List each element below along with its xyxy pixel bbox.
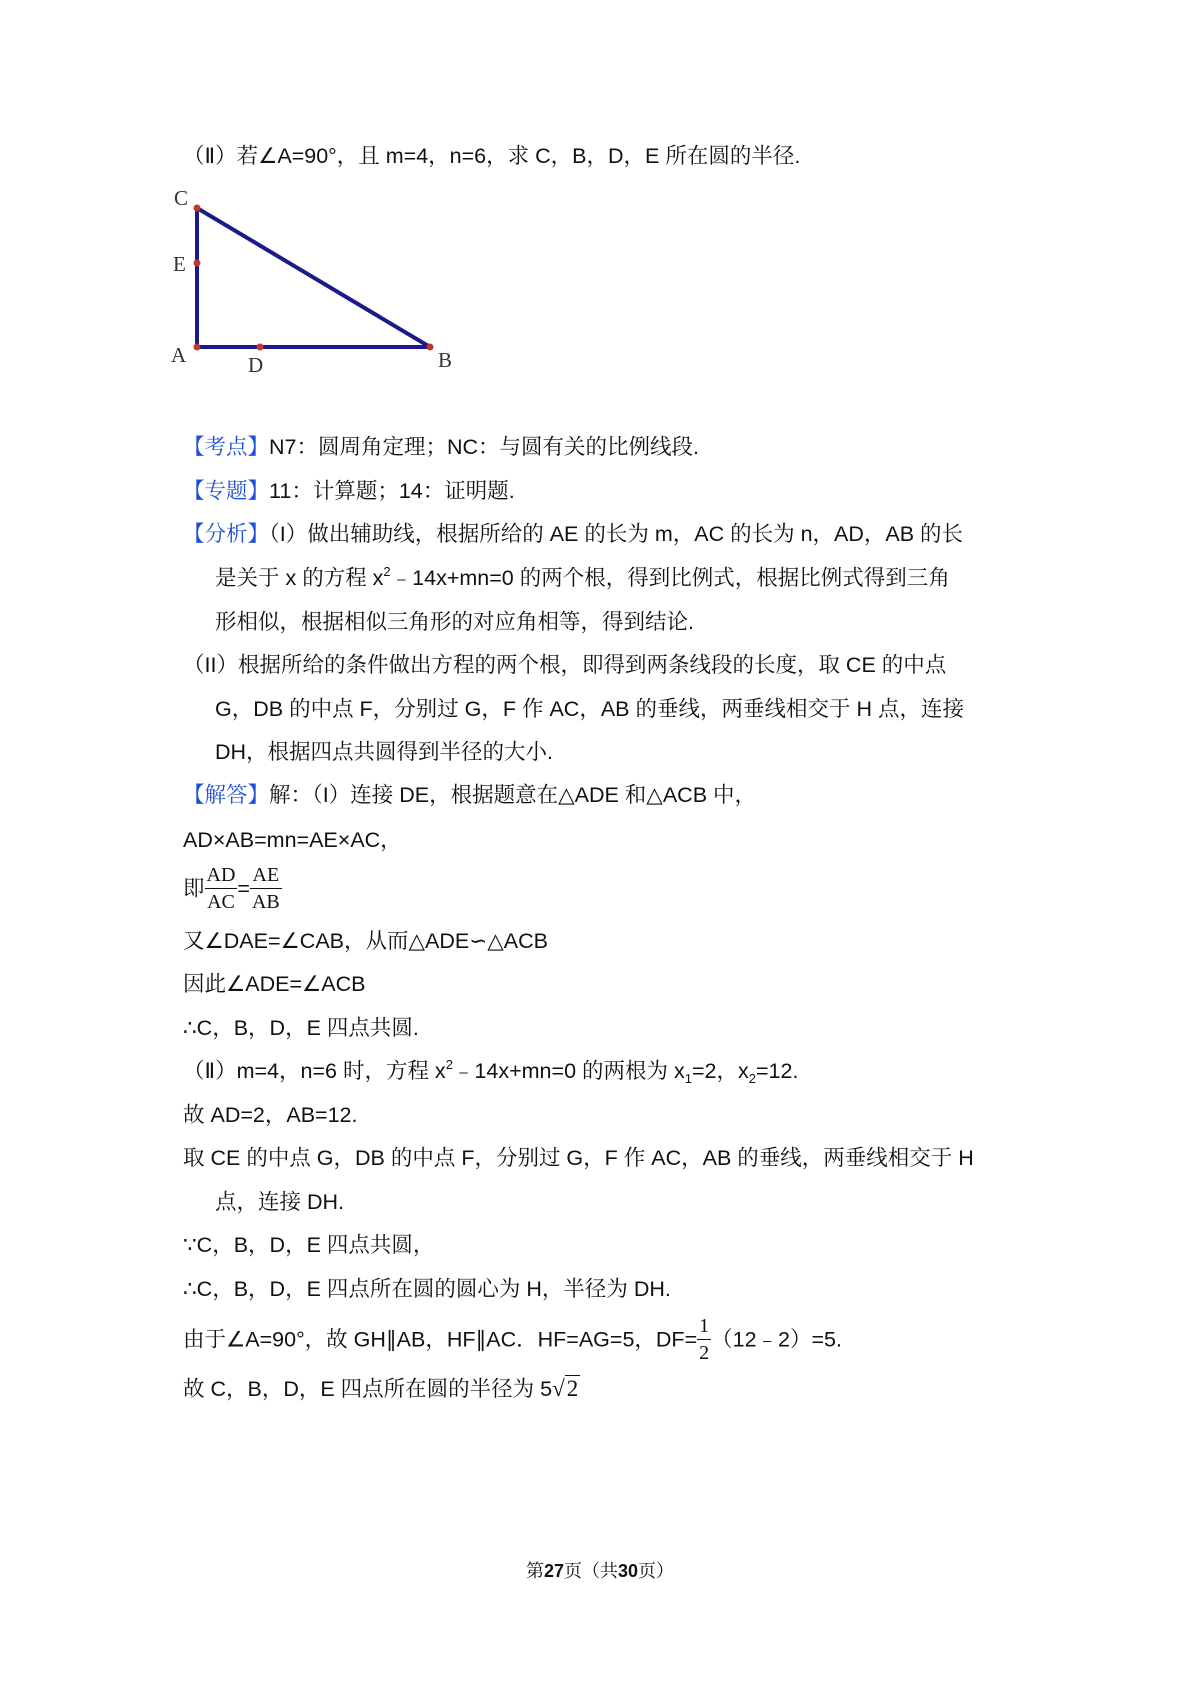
label-d: D	[248, 353, 264, 377]
fraction-ae-ab	[250, 862, 282, 915]
jieda-line-6: ∴C，B，D，E 四点共圆.	[183, 1016, 419, 1040]
line7-b: ﹣14x+mn=0 的两根为 x	[452, 1059, 685, 1083]
jieda-line-10: 点，连接 DH.	[215, 1190, 345, 1214]
jieda-line-2: AD×AB=mn=AE×AC，	[183, 828, 402, 852]
point-d	[257, 344, 264, 351]
sqrt-expression: √2	[552, 1376, 579, 1401]
jieda-line-1	[183, 780, 756, 810]
fenxi-tag: 【分析】	[183, 522, 270, 546]
fraction-ae-ab-denominator: AB	[251, 891, 280, 913]
fraction-ae-ab-numerator: AE	[250, 862, 282, 889]
kaodian-text: N7：圆周角定理；NC：与圆有关的比例线段.	[269, 435, 700, 459]
jieda-text-1: 解：（I）连接 DE，根据题意在△ADE 和△ACB 中，	[269, 783, 757, 807]
jieda-line-7	[183, 1056, 798, 1089]
triangle-figure	[171, 186, 480, 385]
jieda-line-5: 因此∠ADE=∠ACB	[183, 972, 366, 996]
jieda-tag: 【解答】	[183, 783, 270, 807]
jieda-line-12: ∴C，B，D，E 四点所在圆的圆心为 H，半径为 DH.	[183, 1277, 671, 1301]
line7-d: =12.	[755, 1059, 799, 1083]
line7-c: =2，x	[691, 1059, 749, 1083]
sqrt-radicand: 2	[566, 1376, 579, 1401]
label-e: E	[173, 252, 186, 276]
kaodian-line	[183, 432, 699, 462]
equals-sign: =	[237, 876, 250, 901]
zhuanti-tag: 【专题】	[183, 479, 270, 503]
label-b: B	[438, 348, 453, 372]
jieda-line-8: 故 AD=2，AB=12.	[183, 1103, 358, 1127]
fenxi-line2-a: 是关于 x 的方程 x	[215, 566, 384, 590]
fenxi-line-5: G，DB 的中点 F，分别过 G，F 作 AC，AB 的垂线，两垂线相交于 H 点，连接	[215, 697, 964, 721]
jieda-line-3	[183, 862, 282, 915]
jieda-line-4: 又∠DAE=∠CAB，从而△ADE∽△ACB	[183, 929, 549, 953]
fraction-ad-ac-denominator: AC	[207, 891, 235, 913]
point-b	[427, 344, 434, 351]
jieda-line-14	[183, 1374, 580, 1404]
label-a: A	[171, 343, 187, 367]
fenxi-line-2	[215, 563, 950, 596]
footer-b: 页（共	[564, 1561, 618, 1581]
fenxi-line2-b: ﹣14x+mn=0 的两个根，得到比例式，根据比例式得到三角	[390, 566, 950, 590]
point-c	[194, 205, 201, 212]
jieda-line-9: 取 CE 的中点 G，DB 的中点 F，分别过 G，F 作 AC，AB 的垂线，两垂线相交于 H	[183, 1146, 974, 1170]
label-c: C	[174, 186, 189, 210]
zhuanti-text: 11：计算题；14：证明题.	[269, 479, 515, 503]
line13-b: （12﹣2）=5.	[711, 1327, 842, 1352]
footer-a: 第	[525, 1561, 544, 1581]
line7-sub1: 1	[684, 1071, 692, 1086]
ji-prefix: 即	[183, 876, 205, 901]
jieda-line-13	[183, 1313, 842, 1366]
line7-a: （Ⅱ）m=4，n=6 时，方程 x	[183, 1059, 446, 1083]
fenxi-line-4: （II）根据所给的条件做出方程的两个根，即得到两条线段的长度，取 CE 的中点	[183, 653, 947, 677]
fenxi-text-1: （I）做出辅助线，根据所给的 AE 的长为 m，AC 的长为 n，AD，AB 的长	[269, 522, 964, 546]
fenxi-line-3: 形相似，根据相似三角形的对应角相等，得到结论.	[215, 610, 694, 634]
fenxi-line2-sup: 2	[383, 564, 391, 579]
segment-cb	[197, 208, 430, 347]
triangle-lines	[197, 208, 430, 347]
fraction-ad-ac-numerator: AD	[205, 862, 238, 889]
fraction-one-half	[697, 1313, 711, 1366]
fraction-one-half-denominator: 2	[699, 1342, 710, 1364]
point-e	[194, 260, 201, 267]
fraction-one-half-numerator: 1	[697, 1313, 711, 1340]
footer-page-number: 27	[543, 1561, 564, 1581]
footer-c: 页）	[638, 1561, 675, 1581]
line7-sub2: 2	[748, 1071, 756, 1086]
kaodian-tag: 【考点】	[183, 435, 270, 459]
zhuanti-line	[183, 476, 515, 506]
footer-total-pages: 30	[618, 1561, 639, 1581]
line13-a: 由于∠A=90°，故 GH∥AB，HF∥AC．HF=AG=5，DF=	[183, 1327, 698, 1352]
point-a	[194, 344, 201, 351]
page-footer	[0, 1557, 1200, 1583]
fenxi-line-6: DH，根据四点共圆得到半径的大小.	[215, 740, 554, 764]
line7-sup: 2	[445, 1057, 453, 1072]
line14-a: 故 C，B，D，E 四点所在圆的半径为 5	[183, 1377, 553, 1401]
part2-question: （Ⅱ）若∠A=90°，且 m=4，n=6，求 C，B，D，E 所在圆的半径.	[183, 144, 801, 168]
fenxi-line-1	[183, 519, 963, 549]
fraction-ad-ac	[205, 862, 238, 915]
jieda-line-11: ∵C，B，D，E 四点共圆，	[183, 1233, 435, 1257]
